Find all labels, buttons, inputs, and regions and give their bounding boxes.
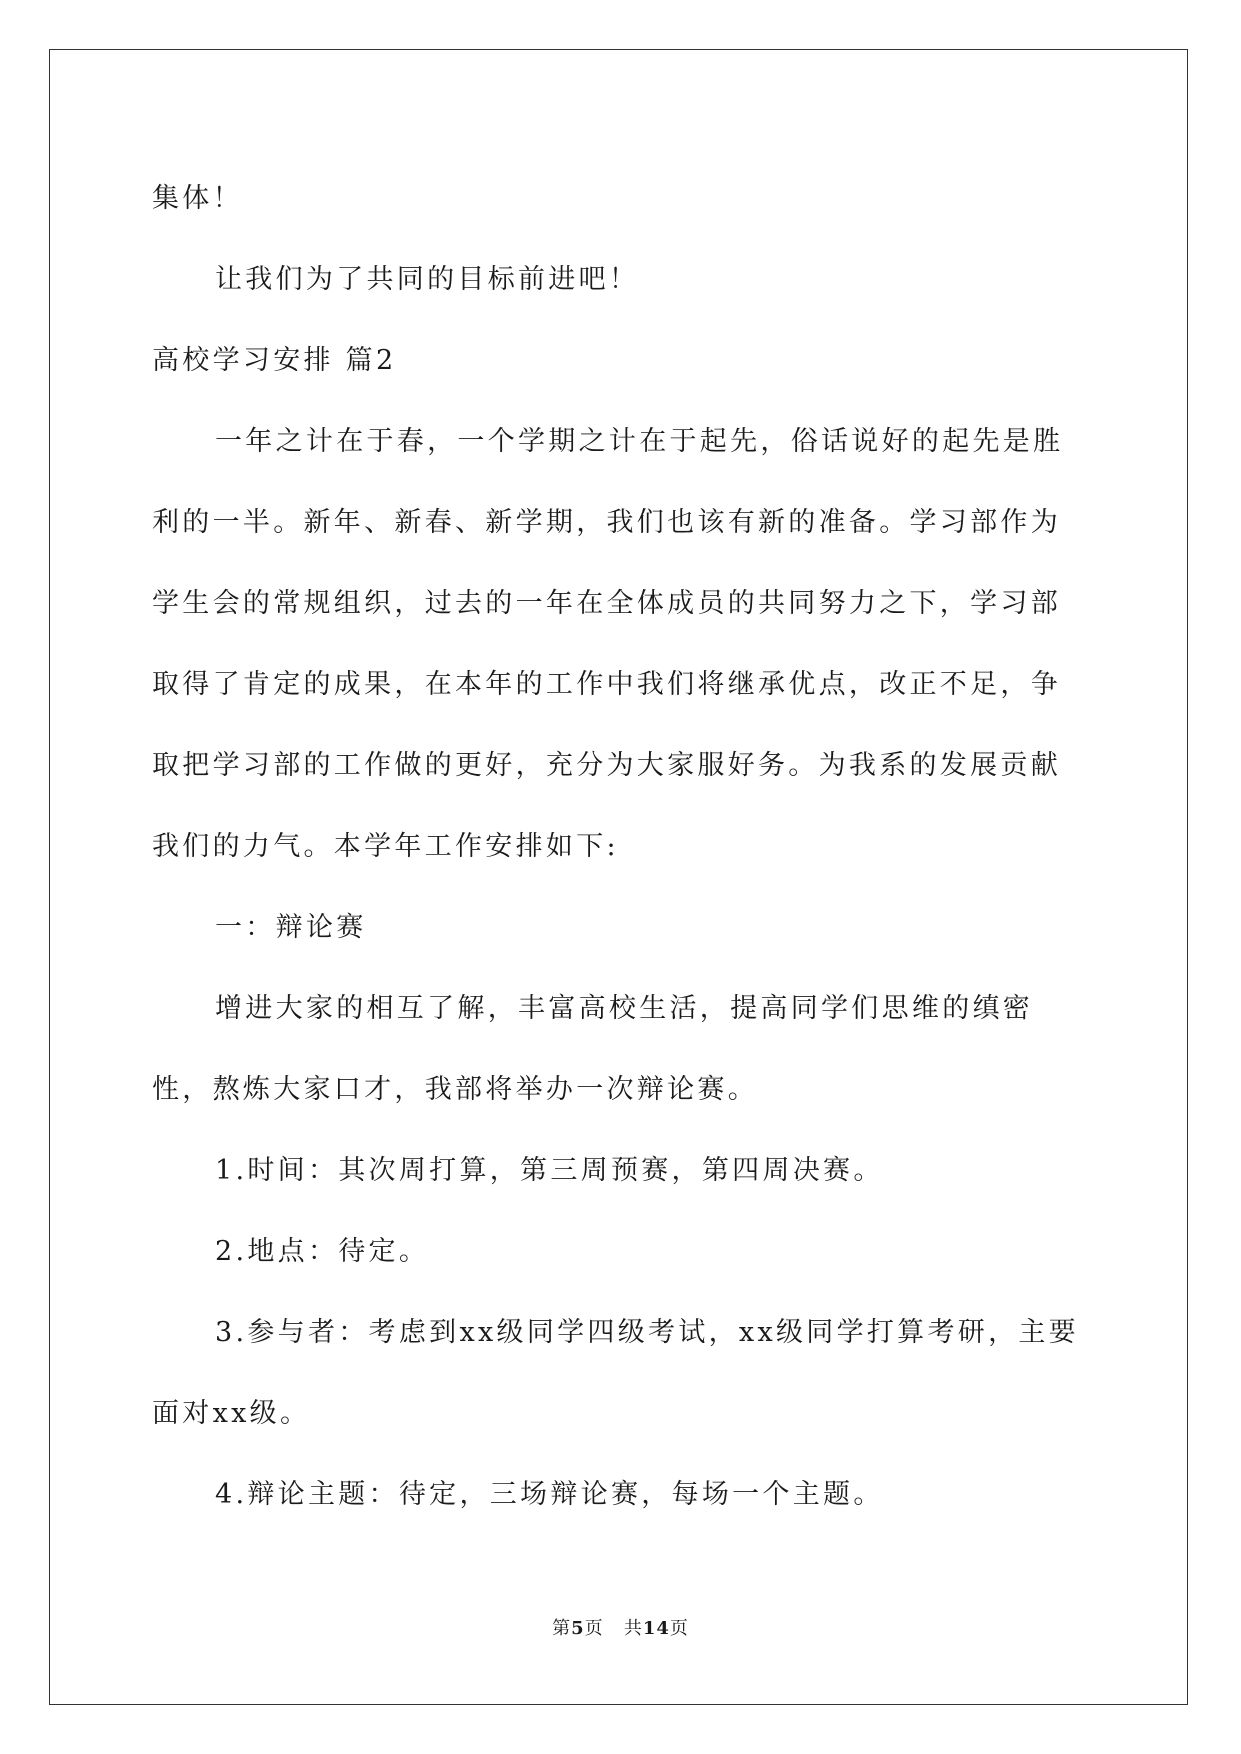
total-prefix: 共 — [623, 1618, 643, 1639]
subsection-heading: 一：辩论赛 — [215, 912, 367, 943]
paragraph-intro: 一年之计在于春，一个学期之计在于起先，俗话说好的起先是胜利的一半。新年、新春、新学期，我们也该有新的准备。学习部作为学生会的常规组织，过去的一年在全体成员的共同努力之下，学习部取得了肯定的成果，在本年的工作中我们将继承优点，改正不足，争取把学习部的工作做的更好，充分为大家服好务。为我系的发展贡献我们的力气。本学年工作安排如下: — [152, 426, 1064, 862]
page-prefix: 第 — [552, 1618, 572, 1639]
page-suffix: 页 — [584, 1618, 604, 1639]
section-heading: 高校学习安排 篇2 — [152, 345, 397, 376]
list-item-topic: 4.辩论主题：待定，三场辩论赛，每场一个主题。 — [215, 1479, 884, 1510]
paragraph-continuation: 集体！ — [152, 183, 243, 214]
paragraph-closing: 让我们为了共同的目标前进吧！ — [215, 264, 640, 295]
total-suffix: 页 — [669, 1618, 689, 1639]
document-body — [152, 158, 1087, 1535]
page-number: 5 — [571, 1618, 585, 1639]
page-footer — [0, 1614, 1241, 1640]
list-item-participants: 3.参与者：考虑到xx级同学四级考试，xx级同学打算考研，主要面对xx级。 — [152, 1317, 1079, 1429]
list-item-time: 1.时间：其次周打算，第三周预赛，第四周决赛。 — [215, 1155, 884, 1186]
paragraph-debate-purpose: 增进大家的相互了解，丰富高校生活，提高同学们思维的缜密性，熬炼大家口才，我部将举办一次辩论赛。 — [152, 993, 1034, 1105]
total-pages: 14 — [642, 1618, 670, 1639]
list-item-location: 2.地点：待定。 — [215, 1236, 430, 1267]
